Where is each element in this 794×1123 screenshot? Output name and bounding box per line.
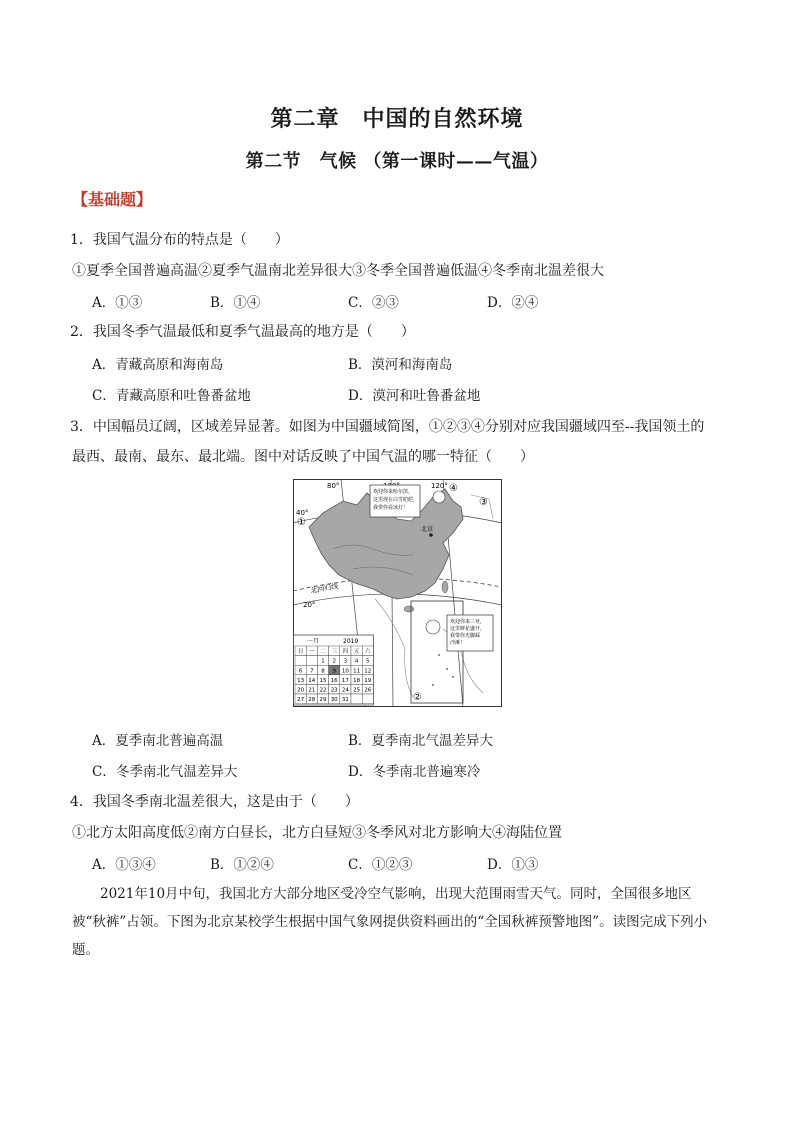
marker-3: ③ [479, 497, 488, 508]
calendar-day: 1 [321, 658, 325, 665]
question-1-stem: 1．我国气温分布的特点是（ ） [70, 232, 289, 248]
calendar-january-2019 [294, 635, 374, 705]
calendar-day: 21 [308, 687, 316, 694]
tropic-label: 北回归线 [309, 582, 339, 595]
china-territory-map [293, 479, 502, 707]
calendar-weekday: 三 [331, 649, 337, 656]
category-label: 【基础题】 [72, 190, 153, 209]
beijing-label: 北京 [421, 526, 434, 533]
question-4-stem: 4．我国冬季南北温差很大，这是由于（ ） [70, 794, 359, 810]
calendar-day: 4 [354, 658, 359, 665]
marker-4: ④ [449, 483, 458, 494]
calendar-cell [351, 694, 362, 704]
calendar-day: 13 [297, 677, 305, 684]
marker-1: ① [297, 517, 306, 528]
svg-text:欢迎你来哈尔滨，: 欢迎你来哈尔滨， [373, 489, 414, 495]
question-3-option-b[interactable]: B．夏季南北气温差异大 [348, 733, 493, 749]
question-2-option-d[interactable]: D．漠河和吐鲁番盆地 [348, 388, 481, 404]
calendar-day: 16 [330, 677, 338, 684]
calendar-day: 23 [330, 687, 338, 694]
calendar-day: 3 [343, 658, 348, 665]
calendar-weekday: 四 [342, 649, 349, 656]
calendar-day: 15 [319, 677, 327, 684]
calendar-weekday: 二 [320, 649, 326, 656]
calendar-day: 28 [308, 697, 316, 704]
calendar-day: 31 [341, 697, 349, 704]
svg-text:欢迎你来三亚，: 欢迎你来三亚， [450, 619, 486, 625]
calendar-day: 2 [332, 658, 336, 665]
calendar-day: 26 [364, 687, 372, 694]
question-3-option-a[interactable]: A．夏季南北普遍高温 [92, 733, 224, 749]
calendar-weekday: 一 [309, 649, 315, 656]
calendar-month: 一月 [307, 638, 320, 645]
calendar-day: 30 [330, 697, 338, 704]
question-2-option-c[interactable]: C．青藏高原和吐鲁番盆地 [92, 388, 251, 404]
calendar-day: 20 [297, 687, 305, 694]
sanya-speech-bubble [447, 615, 493, 651]
question-1-option-a[interactable]: A．①③ [92, 295, 143, 311]
calendar-day: 12 [364, 668, 372, 675]
calendar-weekday: 六 [365, 649, 371, 656]
question-4-statements: ①北方太阳高度低②南方白昼长，北方白昼短③冬季风对北方影响大④海陆位置 [72, 825, 562, 841]
calendar-day: 25 [353, 687, 361, 694]
lat-40-label: 40° [296, 509, 309, 517]
calendar-day: 8 [321, 668, 325, 675]
svg-text:沙滩！: 沙滩！ [450, 640, 466, 646]
question-2-option-b[interactable]: B．漠河和海南岛 [348, 357, 453, 373]
question-3-stem-line1: 3．中国幅员辽阔，区域差异显著。如图为中国疆域简图，①②③④分别对应我国疆域四至--我国领土的 [70, 419, 705, 435]
lon-120-label: 120° [431, 482, 448, 490]
calendar-day: 22 [319, 687, 327, 694]
calendar-weekday: 五 [353, 649, 360, 656]
lon-80-label: 80° [327, 482, 340, 490]
calendar-year: 2019 [343, 638, 359, 645]
calendar-cell [295, 656, 306, 666]
calendar-day: 6 [298, 668, 303, 675]
svg-text:这里现在白雪皑皑，: 这里现在白雪皑皑， [373, 497, 419, 503]
question-2-option-a[interactable]: A．青藏高原和海南岛 [92, 357, 224, 373]
calendar-day: 5 [366, 658, 370, 665]
question-1-option-b[interactable]: B．①④ [210, 295, 261, 311]
question-2-stem: 2．我国冬季气温最低和夏季气温最高的地方是（ ） [70, 324, 415, 340]
question-3-option-c[interactable]: C．冬季南北气温差异大 [92, 764, 238, 780]
calendar-day: 24 [341, 687, 349, 694]
question-3-stem-line2: 最西、最南、最东、最北端。图中对话反映了中国气温的哪一特征（ ） [72, 449, 534, 465]
harbin-speech-bubble [370, 485, 420, 517]
chapter-title: 第二章 中国的自然环境 [270, 106, 524, 132]
calendar-day: 17 [341, 677, 349, 684]
question-4-option-b[interactable]: B．①②④ [210, 857, 274, 873]
question-4-option-d[interactable]: D．①③ [487, 857, 539, 873]
svg-text:我带你光脚踩: 我带你光脚踩 [450, 633, 481, 639]
marker-2: ② [413, 692, 422, 703]
question-1-option-d[interactable]: D．②④ [487, 295, 539, 311]
calendar-day: 9 [332, 668, 336, 675]
calendar-weekday: 日 [297, 649, 304, 656]
calendar-day: 18 [353, 677, 361, 684]
calendar-day: 19 [364, 677, 372, 684]
calendar-cell [362, 694, 373, 704]
reading-passage: 2021年10月中旬，我国北方大部分地区受冷空气影响，出现大范围雨雪天气。同时，全国很多地区被“秋裤”占领。下图为北京某校学生根据中国气象网提供资料画出的“全国秋裤预警地图”。读图完成下列小题。 [72, 886, 708, 958]
calendar-day: 27 [297, 697, 305, 704]
question-1-option-c[interactable]: C．②③ [348, 295, 399, 311]
calendar-day: 29 [319, 697, 327, 704]
question-1-statements: ①夏季全国普遍高温②夏季气温南北差异很大③冬季全国普遍低温④冬季南北温差很大 [72, 263, 604, 279]
calendar-day: 7 [310, 668, 314, 675]
svg-text:我带你看冰灯！: 我带你看冰灯！ [373, 505, 409, 511]
calendar-day: 11 [353, 668, 361, 675]
svg-text:这里鲜花盛开，: 这里鲜花盛开， [450, 626, 486, 632]
lat-20-label: 20° [303, 601, 316, 609]
question-4-option-a[interactable]: A．①③④ [92, 857, 156, 873]
question-3-option-d[interactable]: D．冬季南北普遍寒冷 [348, 764, 481, 780]
calendar-day: 10 [341, 668, 349, 675]
section-title: 第二节 气候 （第一课时——气温） [245, 151, 549, 172]
calendar-cell [306, 656, 317, 666]
calendar-day: 14 [308, 677, 316, 684]
question-4-option-c[interactable]: C．①②③ [348, 857, 413, 873]
